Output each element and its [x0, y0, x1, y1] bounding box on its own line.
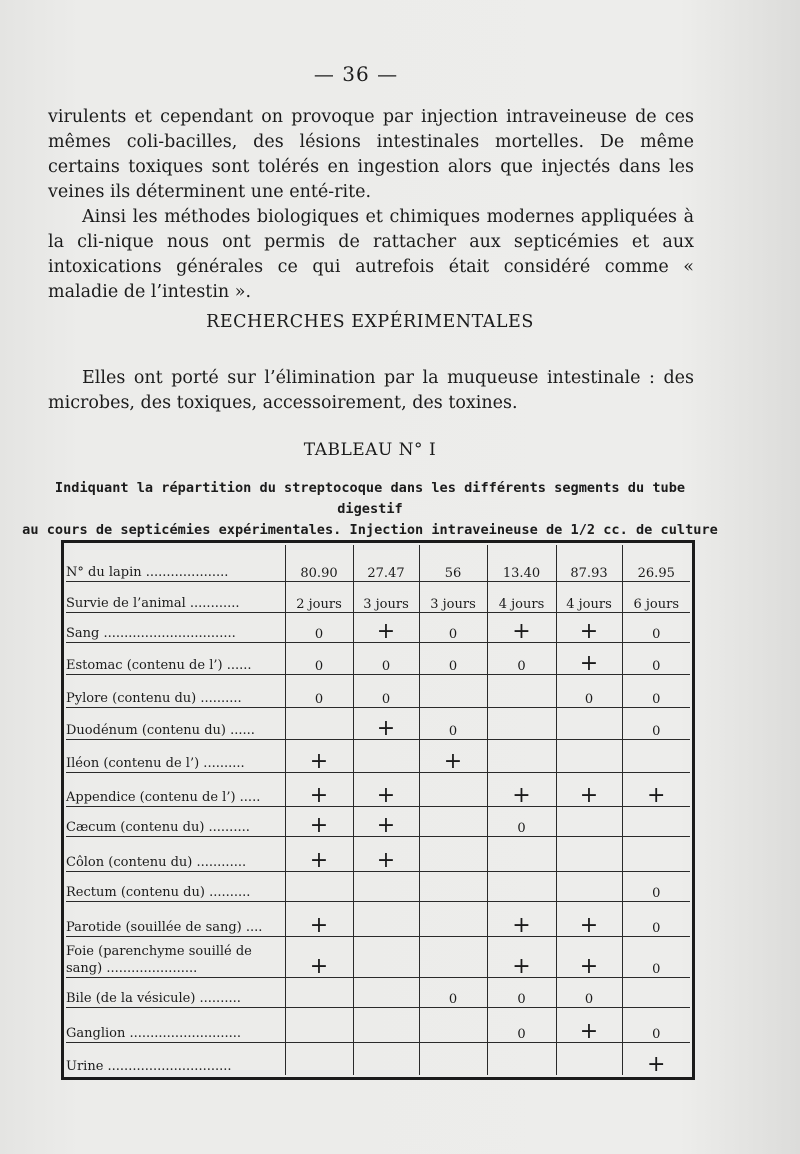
table-cell: [353, 772, 419, 807]
table-cell: [487, 642, 556, 674]
table-cell: [556, 837, 622, 872]
row-label: Iléon (contenu de l’) ..........: [66, 740, 285, 772]
cell-value: 3 jours: [363, 596, 409, 612]
row-label: Rectum (contenu du) ..........: [66, 872, 285, 902]
positive-mark: +: [376, 783, 396, 809]
table-row: [66, 642, 690, 674]
cell-value: 4 jours: [498, 596, 545, 612]
page-number: — 36 —: [313, 62, 399, 86]
cell-value: 0: [652, 1026, 661, 1042]
cell-value: 56: [444, 566, 462, 582]
row-label: Foie (parenchyme souillé de sang) ......................: [66, 936, 285, 977]
cell-value: 6 jours: [633, 596, 680, 612]
table-cell: [353, 1042, 419, 1075]
cell-value: 0: [517, 1026, 526, 1042]
table-cell: [487, 1008, 556, 1043]
table-cell: [487, 807, 556, 837]
table-cell: [285, 707, 353, 739]
positive-mark: +: [376, 716, 396, 742]
table-cell: [285, 582, 353, 612]
table-row: [66, 582, 690, 612]
table-cell: [419, 772, 487, 807]
positive-mark: +: [443, 748, 463, 774]
cell-value: 0: [652, 691, 661, 707]
positive-mark: +: [647, 783, 666, 809]
cell-value: 0: [652, 626, 661, 642]
positive-mark: +: [512, 912, 531, 938]
cell-value: 0: [448, 626, 458, 642]
cell-value: 2 jours: [296, 596, 342, 612]
cell-value: 0: [314, 626, 324, 642]
table-cell: [285, 978, 353, 1008]
table-cell: [353, 807, 419, 837]
table-row: [66, 936, 690, 977]
table-cell: [622, 740, 690, 772]
cell-value: 87.93: [570, 566, 608, 582]
positive-mark: +: [309, 848, 329, 874]
row-label: Cæcum (contenu du) ..........: [66, 807, 285, 837]
table-cell: [419, 807, 487, 837]
table-cell: [419, 872, 487, 902]
table-cell: [285, 1042, 353, 1075]
table-cell: [556, 772, 622, 807]
table-cell: [622, 978, 690, 1008]
positive-mark: +: [512, 954, 531, 980]
table-cell: [556, 545, 622, 582]
table-cell: [419, 707, 487, 739]
table-cell: [419, 978, 487, 1008]
table-cell: [419, 612, 487, 642]
positive-mark: +: [647, 1052, 666, 1077]
row-label: Bile (de la vésicule) ..........: [66, 978, 285, 1008]
positive-mark: +: [376, 618, 396, 644]
table-row: [66, 612, 690, 642]
table-cell: [353, 872, 419, 902]
table-cell: [622, 837, 690, 872]
table-cell: [487, 936, 556, 980]
cell-value: 27.47: [367, 566, 405, 582]
positive-mark: +: [579, 783, 599, 809]
table-cell: [285, 837, 353, 872]
cell-value: 0: [652, 920, 661, 936]
table-cell: [556, 872, 622, 902]
table-cell: [353, 978, 419, 1008]
table-cell: [487, 978, 556, 1008]
cell-value: 0: [517, 992, 526, 1008]
table-cell: [622, 707, 690, 739]
table-cell: [556, 978, 622, 1008]
table-cell: [487, 837, 556, 872]
table-row: [66, 978, 690, 1008]
positive-mark: +: [309, 954, 329, 980]
paragraph-3: Elles ont porté sur l’élimination par la muqueuse intestinale : des microbes, des toxiques, accessoirement, des toxines.: [48, 368, 694, 413]
positive-mark: +: [579, 954, 599, 980]
cell-value: 0: [448, 992, 458, 1008]
table-cell: [487, 582, 556, 612]
table-cell: [419, 545, 487, 582]
cell-value: 0: [652, 659, 661, 675]
table-cell: [487, 740, 556, 772]
table-cell: [419, 740, 487, 772]
row-label: Sang ................................: [66, 612, 285, 642]
table-cell: [285, 902, 353, 937]
table-cell: [285, 642, 353, 674]
caption-line-2: au cours de septicémies expérimentales. Injection intraveineuse de 1/2 cc. de culture: [22, 522, 718, 538]
table-row: [66, 1042, 690, 1075]
table-cell: [556, 1008, 622, 1043]
table-cell: [556, 642, 622, 677]
row-label: Urine ..............................: [66, 1042, 285, 1075]
results-table: [66, 545, 690, 1075]
table-cell: [487, 772, 556, 807]
table-cell: [622, 545, 690, 582]
row-label: Appendice (contenu de l’) .....: [66, 772, 285, 807]
table-cell: [353, 707, 419, 742]
table-cell: [487, 545, 556, 582]
table-cell: [285, 1008, 353, 1043]
table-cell: [285, 807, 353, 837]
positive-mark: +: [309, 783, 329, 809]
table-cell: [622, 582, 690, 612]
table-cell: [285, 612, 353, 642]
positive-mark: +: [376, 813, 396, 839]
table-cell: [622, 872, 690, 902]
table-cell: [285, 772, 353, 807]
row-label: N° du lapin ....................: [66, 545, 285, 582]
table-cell: [353, 612, 419, 642]
table-cell: [419, 1008, 487, 1043]
section-title: RECHERCHES EXPÉRIMENTALES: [206, 312, 534, 332]
table-title: TABLEAU N° I: [303, 440, 437, 460]
cell-value: 0: [652, 962, 661, 978]
row-label: Survie de l’animal ............: [66, 582, 285, 612]
row-label: Pylore (contenu du) ..........: [66, 675, 285, 707]
row-label: Duodénum (contenu du) ......: [66, 707, 285, 739]
cell-value: 3 jours: [430, 596, 476, 612]
table-row: [66, 675, 690, 707]
table-row: [66, 545, 690, 582]
cell-value: 0: [517, 659, 526, 675]
table-caption: [20, 478, 720, 541]
table-cell: [419, 675, 487, 707]
cell-value: 26.95: [637, 566, 675, 582]
table-cell: [353, 902, 419, 937]
table-cell: [556, 582, 622, 612]
table-row: [66, 807, 690, 837]
table-cell: [353, 642, 419, 674]
table-cell: [622, 936, 690, 977]
cell-value: 0: [448, 724, 458, 740]
table-row: [66, 772, 690, 807]
positive-mark: +: [309, 912, 329, 938]
positive-mark: +: [579, 618, 599, 644]
table-cell: [622, 772, 690, 807]
table-cell: [487, 675, 556, 707]
caption-line-1: Indiquant la répartition du streptocoque dans les différents segments du tube digestif: [54, 480, 686, 517]
table-cell: [419, 837, 487, 872]
row-label: Ganglion ...........................: [66, 1008, 285, 1043]
cell-value: 0: [381, 691, 391, 707]
cell-value: 0: [584, 992, 594, 1008]
table-cell: [487, 707, 556, 739]
table-row: [66, 872, 690, 902]
table-cell: [353, 740, 419, 772]
cell-value: 0: [381, 659, 391, 675]
table-cell: [556, 902, 622, 937]
positive-mark: +: [309, 813, 329, 839]
table-cell: [622, 642, 690, 674]
table-cell: [487, 1042, 556, 1075]
table-cell: [419, 936, 487, 977]
paragraph-2: Ainsi les méthodes biologiques et chimiques modernes appliquées à la cli-nique nous ont permis de rattacher aux septicémies et aux intoxications générales ce qui autrefois était considéré comme « maladie de l’intestin ».: [48, 207, 694, 302]
table-cell: [285, 545, 353, 582]
cell-value: 0: [652, 886, 661, 902]
table-cell: [622, 807, 690, 837]
positive-mark: +: [579, 1018, 599, 1044]
table-cell: [556, 612, 622, 642]
table-cell: [622, 1008, 690, 1043]
cell-value: 0: [584, 691, 594, 707]
table-row: [66, 707, 690, 739]
table-cell: [285, 740, 353, 772]
table-cell: [353, 936, 419, 977]
table-row: [66, 1008, 690, 1043]
table-row: [66, 837, 690, 872]
table-cell: [556, 1042, 622, 1075]
table-cell: [622, 1042, 690, 1075]
cell-value: 0: [517, 821, 526, 837]
table-cell: [419, 582, 487, 612]
table-cell: [556, 675, 622, 707]
table-cell: [353, 545, 419, 582]
positive-mark: +: [512, 783, 531, 809]
positive-mark: +: [512, 618, 531, 644]
table-cell: [353, 582, 419, 612]
positive-mark: +: [579, 912, 599, 938]
table-cell: [353, 1008, 419, 1043]
cell-value: 0: [448, 659, 458, 675]
table-cell: [556, 936, 622, 980]
table-cell: [285, 936, 353, 980]
table-cell: [556, 707, 622, 739]
cell-value: 80.90: [300, 566, 338, 582]
table-cell: [285, 872, 353, 902]
table-cell: [622, 902, 690, 937]
cell-value: 4 jours: [566, 596, 612, 612]
paragraph-1: virulents et cependant on provoque par injection intraveineuse de ces mêmes coli-bacilles, des lésions intestinales mortelles. De même certains toxiques sont tolérés en ingestion alors que injectés dans les veines ils déterminent une enté-rite.: [48, 107, 694, 202]
table-row: [66, 740, 690, 772]
positive-mark: +: [579, 651, 599, 677]
positive-mark: +: [309, 748, 329, 774]
cell-value: 13.40: [502, 566, 541, 582]
table-cell: [419, 642, 487, 674]
row-label: Parotide (souillée de sang) ....: [66, 902, 285, 937]
positive-mark: +: [376, 848, 396, 874]
table-cell: [285, 675, 353, 707]
row-label: Côlon (contenu du) ............: [66, 837, 285, 872]
table-row: [66, 902, 690, 937]
table-cell: [622, 612, 690, 642]
table-cell: [487, 612, 556, 642]
cell-value: 0: [652, 724, 661, 740]
table-cell: [353, 837, 419, 872]
table-cell: [622, 675, 690, 707]
table-cell: [556, 807, 622, 837]
table-cell: [353, 675, 419, 707]
table-cell: [556, 740, 622, 772]
table-cell: [419, 1042, 487, 1075]
cell-value: 0: [314, 691, 324, 707]
table-cell: [487, 872, 556, 902]
row-label: Estomac (contenu de l’) ......: [66, 642, 285, 674]
table-cell: [487, 902, 556, 937]
cell-value: 0: [314, 659, 324, 675]
table-cell: [419, 902, 487, 937]
